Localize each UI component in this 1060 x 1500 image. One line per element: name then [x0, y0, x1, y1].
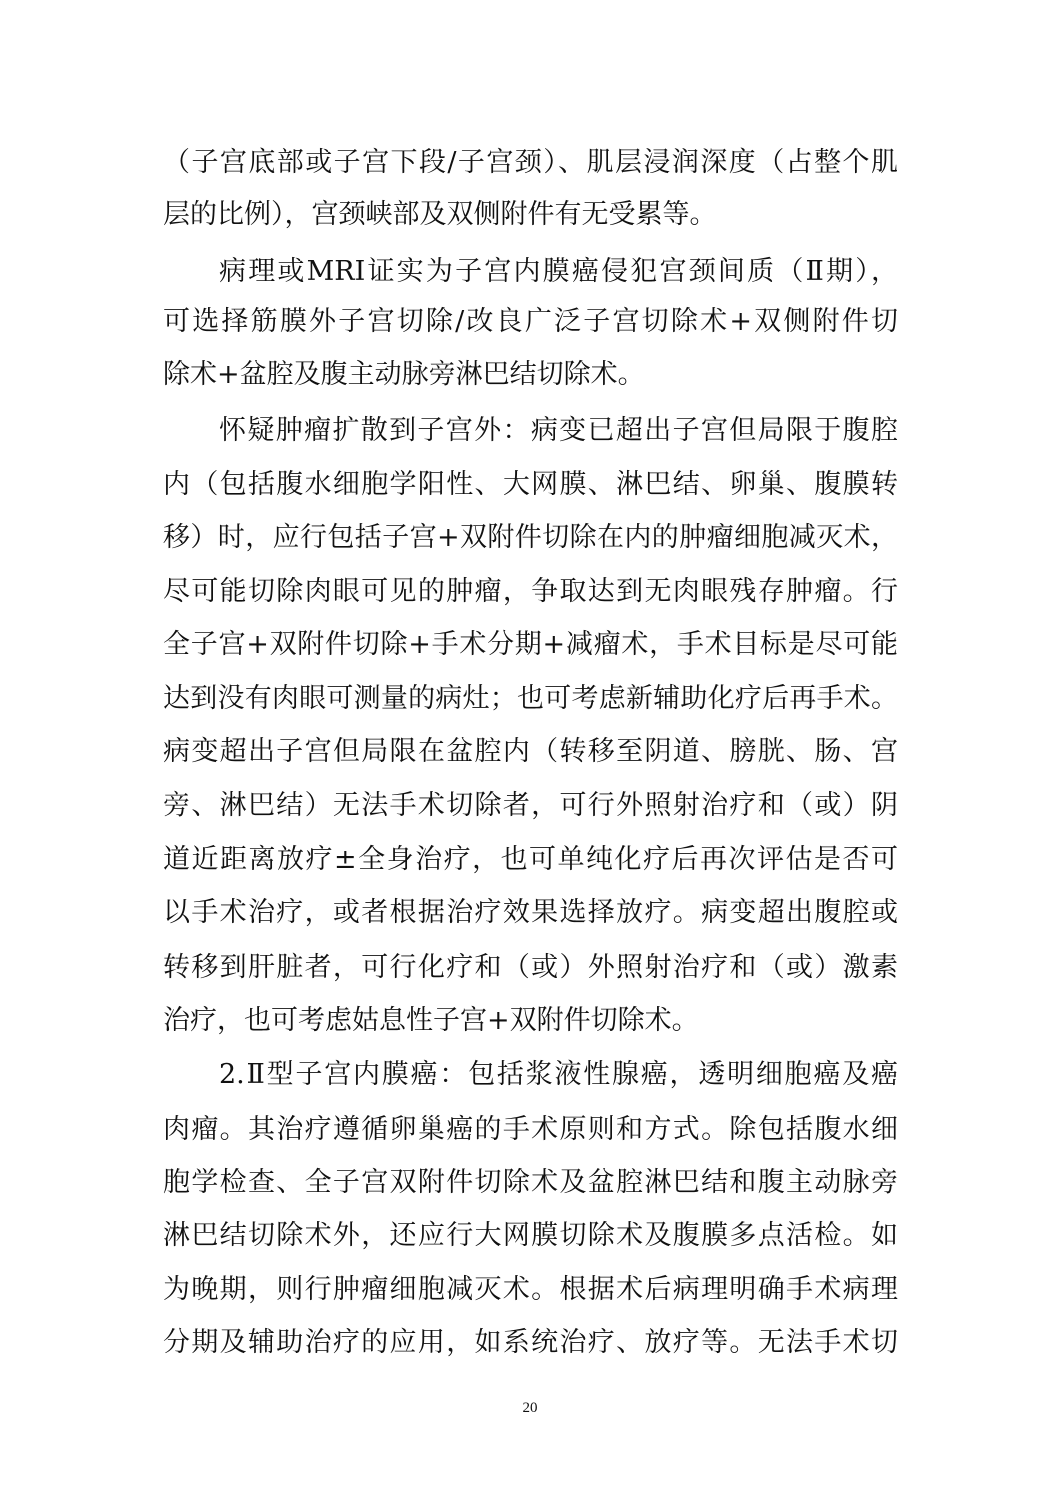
body-text-line: 层的比例），宫颈峡部及双侧附件有无受累等。 — [163, 199, 717, 230]
body-text-line: 旁、淋巴结）无法手术切除者，可行外照射治疗和（或）阴 — [163, 790, 898, 821]
body-text-line: 2.Ⅱ型子宫内膜癌：包括浆液性腺癌，透明细胞癌及癌 — [219, 1059, 898, 1090]
body-text-line: 分期及辅助治疗的应用，如系统治疗、放疗等。无法手术切 — [163, 1327, 898, 1358]
body-text-line: 为晚期，则行肿瘤细胞减灭术。根据术后病理明确手术病理 — [163, 1274, 898, 1305]
body-text-line: 胞学检查、全子宫双附件切除术及盆腔淋巴结和腹主动脉旁 — [163, 1167, 898, 1198]
body-text-line: 以手术治疗，或者根据治疗效果选择放疗。病变超出腹腔或 — [163, 897, 898, 928]
body-text-line: 病变超出子宫但局限在盆腔内（转移至阴道、膀胱、肠、宫 — [163, 736, 898, 767]
page-number: 20 — [522, 1400, 538, 1416]
body-text-line: 肉瘤。其治疗遵循卵巢癌的手术原则和方式。除包括腹水细 — [163, 1114, 898, 1145]
body-text-line: 移）时，应行包括子宫+双附件切除在内的肿瘤细胞减灭术， — [163, 522, 898, 553]
body-text-line: 怀疑肿瘤扩散到子宫外：病变已超出子宫但局限于腹腔 — [219, 415, 898, 446]
body-text-line: 病理或MRI证实为子宫内膜癌侵犯宫颈间质（Ⅱ期）， — [219, 256, 898, 287]
body-text-line: 全子宫+双附件切除+手术分期+减瘤术，手术目标是尽可能 — [163, 629, 898, 660]
body-text-line: 内（包括腹水细胞学阳性、大网膜、淋巴结、卵巢、腹膜转 — [163, 469, 898, 500]
body-text-line: 尽可能切除肉眼可见的肿瘤，争取达到无肉眼残存肿瘤。行 — [163, 576, 898, 607]
body-text-line: 除术+盆腔及腹主动脉旁淋巴结切除术。 — [163, 359, 645, 390]
body-text-line: 道近距离放疗±全身治疗，也可单纯化疗后再次评估是否可 — [163, 844, 898, 875]
body-text-line: 淋巴结切除术外，还应行大网膜切除术及腹膜多点活检。如 — [163, 1220, 898, 1251]
body-text-line: （子宫底部或子宫下段/子宫颈）、肌层浸润深度（占整个肌 — [163, 147, 898, 178]
body-text-line: 治疗，也可考虑姑息性子宫+双附件切除术。 — [163, 1005, 699, 1036]
body-text-line: 达到没有肉眼可测量的病灶；也可考虑新辅助化疗后再手术。 — [163, 683, 898, 714]
body-text-line: 可选择筋膜外子宫切除/改良广泛子宫切除术+双侧附件切 — [163, 306, 898, 337]
body-text-line: 转移到肝脏者，可行化疗和（或）外照射治疗和（或）激素 — [163, 952, 898, 983]
